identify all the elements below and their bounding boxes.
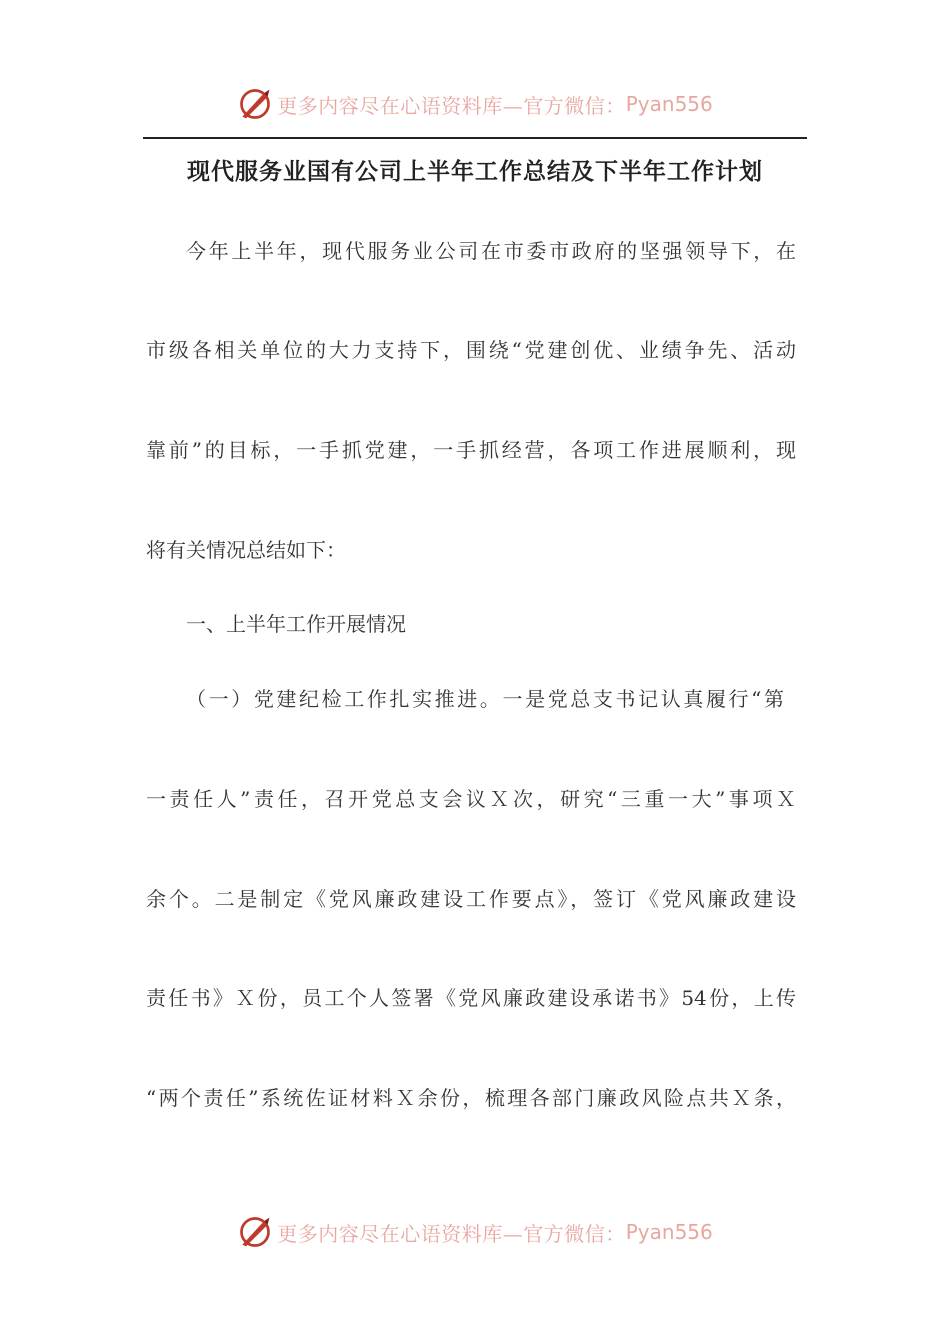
watermark-footer — [0, 1212, 950, 1252]
body-line: 今年上半年，现代服务业公司在市委市政府的坚强领导下，在 — [186, 239, 796, 263]
watermark-wechat-id: Pyan556 — [625, 92, 713, 116]
body-line: 责任书》Ｘ份，员工个人签署《党风廉政建设承诺书》54份，上传 — [146, 986, 796, 1010]
body-line: 市级各相关单位的大力支持下，围绕“党建创优、业绩争先、活动 — [146, 338, 796, 362]
body-line: “两个责任”系统佐证材料Ｘ余份，梳理各部门廉政风险点共Ｘ条， — [146, 1086, 796, 1110]
watermark-header — [0, 84, 950, 124]
header-rule — [143, 137, 807, 139]
watermark-wechat-id: Pyan556 — [625, 1220, 713, 1244]
section-heading: 一、上半年工作开展情况 — [186, 612, 406, 636]
watermark-text: 更多内容尽在心语资料库—官方微信： — [277, 1221, 626, 1246]
quill-logo-icon — [237, 86, 273, 122]
document-title: 现代服务业国有公司上半年工作总结及下半年工作计划 — [187, 159, 763, 185]
body-line: （一）党建纪检工作扎实推进。一是党总支书记认真履行“第 — [186, 687, 784, 711]
quill-logo-icon — [237, 1214, 273, 1250]
body-line: 余个。二是制定《党风廉政建设工作要点》，签订《党风廉政建设 — [146, 887, 796, 911]
watermark-text: 更多内容尽在心语资料库—官方微信： — [277, 93, 626, 118]
body-line: 将有关情况总结如下： — [146, 538, 346, 562]
body-line: 一责任人”责任，召开党总支会议Ｘ次，研究“三重一大”事项Ｘ — [146, 787, 796, 811]
body-line: 靠前”的目标，一手抓党建，一手抓经营，各项工作进展顺利，现 — [146, 438, 796, 462]
